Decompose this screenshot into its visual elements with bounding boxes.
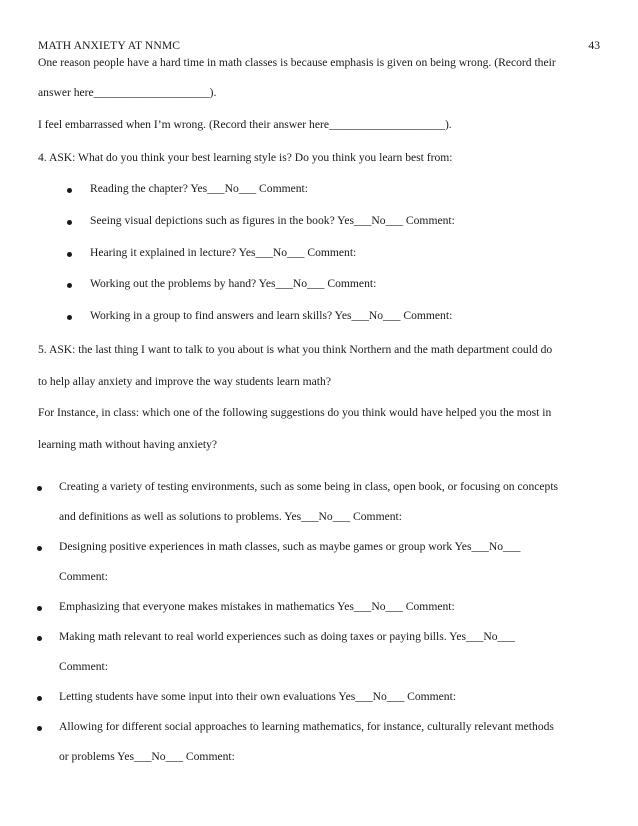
bullet-icon	[37, 726, 42, 731]
list-item-text: Hearing it explained in lecture? Yes___No___ Comment:	[90, 246, 357, 259]
page-number: 43	[588, 39, 600, 52]
question-5-line-1: 5. ASK: the last thing I want to talk to you about is what you think Northern and the math department could do	[38, 343, 553, 356]
list-item-text: Emphasizing that everyone makes mistakes in mathematics Yes___No___ Comment:	[59, 600, 455, 613]
bullet-icon	[37, 486, 42, 491]
list-item-text: Creating a variety of testing environments, such as some being in class, open book, or focusing on concepts	[59, 480, 559, 493]
header-title: MATH ANXIETY AT NNMC	[38, 39, 181, 52]
list-item-text-continued: or problems Yes___No___ Comment:	[59, 750, 235, 763]
list-item-text: Making math relevant to real world experiences such as doing taxes or paying bills. Yes___No___	[59, 630, 515, 643]
list-item-text: Working in a group to find answers and learn skills? Yes___No___ Comment:	[90, 309, 453, 322]
paragraph-embarrassed: I feel embarrassed when I’m wrong. (Record their answer here____________________).	[38, 118, 452, 131]
bullet-icon	[67, 315, 72, 320]
list-item-text-continued: Comment:	[59, 660, 108, 673]
bullet-icon	[37, 606, 42, 611]
bullet-icon	[67, 188, 72, 193]
for-instance-line-2: learning math without having anxiety?	[38, 438, 218, 451]
running-header	[38, 39, 600, 55]
bullet-icon	[37, 696, 42, 701]
list-item-text-continued: and definitions as well as solutions to problems. Yes___No___ Comment:	[59, 510, 402, 523]
list-item-text: Working out the problems by hand? Yes___No___ Comment:	[90, 277, 377, 290]
paragraph-reason-line-2: answer here____________________).	[38, 86, 217, 99]
list-item-text: Allowing for different social approaches to learning mathematics, for instance, culturally relevant methods	[59, 720, 554, 733]
paragraph-reason-line-1: One reason people have a hard time in math classes is because emphasis is given on being wrong. (Record their	[38, 56, 556, 69]
bullet-icon	[37, 636, 42, 641]
bullet-icon	[67, 252, 72, 257]
list-item-text: Reading the chapter? Yes___No___ Comment:	[90, 182, 308, 195]
question-5-line-2: to help allay anxiety and improve the way students learn math?	[38, 375, 331, 388]
bullet-icon	[67, 220, 72, 225]
question-4: 4. ASK: What do you think your best learning style is? Do you think you learn best from:	[38, 151, 453, 164]
list-item-text: Designing positive experiences in math classes, such as maybe games or group work Yes___No___	[59, 540, 521, 553]
bullet-icon	[67, 283, 72, 288]
list-item-text: Seeing visual depictions such as figures in the book? Yes___No___ Comment:	[90, 214, 455, 227]
for-instance-line-1: For Instance, in class: which one of the following suggestions do you think would have helped you the most in	[38, 406, 552, 419]
bullet-icon	[37, 546, 42, 551]
list-item-text: Letting students have some input into their own evaluations Yes___No___ Comment:	[59, 690, 457, 703]
list-item-text-continued: Comment:	[59, 570, 108, 583]
